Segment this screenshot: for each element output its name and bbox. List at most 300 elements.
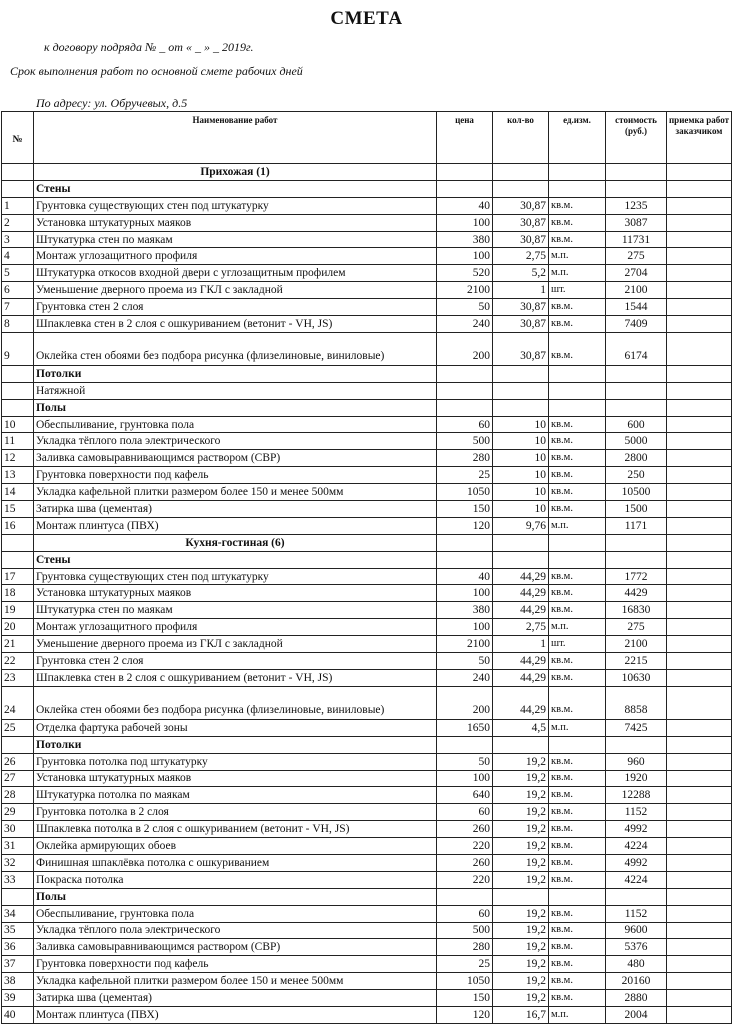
quantity: 19,2 (493, 956, 549, 973)
acceptance-cell (667, 888, 732, 905)
unit-of-measure: кв.м. (549, 770, 606, 787)
row-number (2, 365, 34, 382)
unit-of-measure: кв.м. (549, 669, 606, 686)
table-row (2, 804, 732, 821)
unit-of-measure: кв.м. (549, 568, 606, 585)
row-number (2, 736, 34, 753)
row-number: 19 (2, 602, 34, 619)
unit-of-measure (549, 365, 606, 382)
unit-price (437, 551, 493, 568)
row-number (2, 164, 34, 181)
cost: 8858 (606, 686, 667, 719)
row-number (2, 888, 34, 905)
unit-price: 40 (437, 197, 493, 214)
document-title: СМЕТА (330, 8, 403, 29)
cost: 6174 (606, 332, 667, 365)
row-number: 6 (2, 282, 34, 299)
unit-of-measure (549, 888, 606, 905)
table-row (2, 770, 732, 787)
cost (606, 164, 667, 181)
quantity (493, 365, 549, 382)
table-row (2, 248, 732, 265)
unit-price: 240 (437, 316, 493, 333)
acceptance-cell (667, 990, 732, 1007)
unit-price: 380 (437, 231, 493, 248)
quantity: 1 (493, 636, 549, 653)
acceptance-cell (667, 653, 732, 670)
unit-price: 50 (437, 753, 493, 770)
acceptance-cell (667, 265, 732, 282)
cost (606, 382, 667, 399)
row-number: 1 (2, 197, 34, 214)
quantity: 44,29 (493, 669, 549, 686)
header-num: № (2, 112, 34, 164)
unit-of-measure: кв.м. (549, 231, 606, 248)
acceptance-cell (667, 467, 732, 484)
unit-of-measure: кв.м. (549, 854, 606, 871)
work-name: Установка штукатурных маяков (34, 214, 437, 231)
unit-of-measure (549, 382, 606, 399)
row-number: 31 (2, 838, 34, 855)
work-name: Обеспыливание, грунтовка пола (34, 416, 437, 433)
work-name: Грунтовка существующих стен под штукатурку (34, 197, 437, 214)
unit-of-measure: шт. (549, 636, 606, 653)
quantity: 19,2 (493, 753, 549, 770)
unit-of-measure: кв.м. (549, 602, 606, 619)
row-number: 20 (2, 619, 34, 636)
table-row (2, 484, 732, 501)
table-row (2, 197, 732, 214)
cost: 1500 (606, 501, 667, 518)
row-number: 24 (2, 686, 34, 719)
quantity: 44,29 (493, 653, 549, 670)
unit-of-measure: кв.м. (549, 905, 606, 922)
unit-price (437, 365, 493, 382)
cost (606, 888, 667, 905)
work-name: Прихожая (1) (34, 164, 437, 181)
quantity: 44,29 (493, 602, 549, 619)
acceptance-cell (667, 585, 732, 602)
quantity: 19,2 (493, 990, 549, 1007)
unit-of-measure: кв.м. (549, 450, 606, 467)
work-name: Грунтовка потолка под штукатурку (34, 753, 437, 770)
work-name: Натяжной (34, 382, 437, 399)
acceptance-cell (667, 821, 732, 838)
acceptance-cell (667, 939, 732, 956)
work-name: Грунтовка стен 2 слоя (34, 653, 437, 670)
quantity: 19,2 (493, 770, 549, 787)
work-name: Оклейка стен обоями без подбора рисунка (флизелиновые, виниловые) (34, 332, 437, 365)
work-name: Установка штукатурных маяков (34, 770, 437, 787)
table-row (2, 753, 732, 770)
work-name: Укладка кафельной плитки размером более 150 и менее 500мм (34, 973, 437, 990)
cost: 960 (606, 753, 667, 770)
unit-of-measure: кв.м. (549, 990, 606, 1007)
acceptance-cell (667, 299, 732, 316)
work-name: Шпаклевка потолка в 2 слоя с ошкуриванием (ветонит - VH, JS) (34, 821, 437, 838)
unit-price: 50 (437, 299, 493, 316)
unit-price: 100 (437, 619, 493, 636)
cost: 4224 (606, 871, 667, 888)
unit-price: 2100 (437, 282, 493, 299)
work-name: Затирка шва (цементая) (34, 501, 437, 518)
cost: 3087 (606, 214, 667, 231)
unit-price: 500 (437, 433, 493, 450)
unit-of-measure: кв.м. (549, 821, 606, 838)
unit-of-measure (549, 164, 606, 181)
unit-of-measure: кв.м. (549, 787, 606, 804)
table-row (2, 990, 732, 1007)
cost: 480 (606, 956, 667, 973)
unit-price: 60 (437, 804, 493, 821)
table-row (2, 332, 732, 365)
estimate-table (1, 111, 732, 1024)
cost: 250 (606, 467, 667, 484)
quantity: 5,2 (493, 265, 549, 282)
work-name: Шпаклевка стен в 2 слоя с ошкуриванием (ветонит - VH, JS) (34, 316, 437, 333)
work-name: Финишная шпаклёвка потолка с ошкуриванием (34, 854, 437, 871)
unit-of-measure: кв.м. (549, 332, 606, 365)
quantity: 19,2 (493, 838, 549, 855)
section-row (2, 382, 732, 399)
table-row (2, 433, 732, 450)
unit-of-measure: кв.м. (549, 197, 606, 214)
row-number: 35 (2, 922, 34, 939)
table-row (2, 282, 732, 299)
row-number: 38 (2, 973, 34, 990)
unit-price (437, 888, 493, 905)
quantity: 10 (493, 416, 549, 433)
table-row (2, 214, 732, 231)
unit-price: 220 (437, 838, 493, 855)
unit-of-measure: кв.м. (549, 939, 606, 956)
quantity (493, 534, 549, 551)
table-row (2, 231, 732, 248)
acceptance-cell (667, 854, 732, 871)
section-row (2, 736, 732, 753)
cost: 275 (606, 248, 667, 265)
work-name: Грунтовка поверхности под кафель (34, 956, 437, 973)
unit-of-measure: кв.м. (549, 686, 606, 719)
table-row (2, 316, 732, 333)
cost: 1920 (606, 770, 667, 787)
acceptance-cell (667, 736, 732, 753)
quantity (493, 399, 549, 416)
unit-of-measure (549, 534, 606, 551)
work-name: Монтаж углозащитного профиля (34, 248, 437, 265)
unit-price: 60 (437, 416, 493, 433)
unit-price: 40 (437, 568, 493, 585)
acceptance-cell (667, 316, 732, 333)
unit-of-measure: кв.м. (549, 956, 606, 973)
contract-line: к договору подряда № _ от « _ » _ 2019г. (44, 40, 254, 54)
unit-price: 50 (437, 653, 493, 670)
acceptance-cell (667, 484, 732, 501)
row-number: 18 (2, 585, 34, 602)
row-number (2, 534, 34, 551)
acceptance-cell (667, 416, 732, 433)
quantity: 10 (493, 450, 549, 467)
acceptance-cell (667, 602, 732, 619)
work-name: Штукатурка откосов входной двери с углозащитным профилем (34, 265, 437, 282)
acceptance-cell (667, 197, 732, 214)
quantity: 30,87 (493, 231, 549, 248)
row-number: 3 (2, 231, 34, 248)
unit-price: 280 (437, 450, 493, 467)
section-row (2, 399, 732, 416)
unit-price: 150 (437, 501, 493, 518)
acceptance-cell (667, 686, 732, 719)
unit-of-measure (549, 551, 606, 568)
unit-price (437, 164, 493, 181)
row-number: 40 (2, 1006, 34, 1023)
acceptance-cell (667, 922, 732, 939)
unit-price: 1650 (437, 719, 493, 736)
unit-price: 100 (437, 248, 493, 265)
row-number: 7 (2, 299, 34, 316)
row-number: 16 (2, 517, 34, 534)
quantity: 30,87 (493, 214, 549, 231)
row-number: 17 (2, 568, 34, 585)
row-number: 12 (2, 450, 34, 467)
row-number (2, 382, 34, 399)
cost: 275 (606, 619, 667, 636)
work-name: Грунтовка потолка в 2 слоя (34, 804, 437, 821)
acceptance-cell (667, 551, 732, 568)
acceptance-cell (667, 501, 732, 518)
cost: 5000 (606, 433, 667, 450)
quantity: 1 (493, 282, 549, 299)
work-name: Штукатурка стен по маякам (34, 602, 437, 619)
row-number: 10 (2, 416, 34, 433)
section-row (2, 365, 732, 382)
acceptance-cell (667, 636, 732, 653)
table-row (2, 450, 732, 467)
quantity: 10 (493, 484, 549, 501)
unit-of-measure: кв.м. (549, 214, 606, 231)
unit-price: 1050 (437, 973, 493, 990)
table-row (2, 686, 732, 719)
cost: 5376 (606, 939, 667, 956)
work-name: Кухня-гостиная (6) (34, 534, 437, 551)
work-name: Затирка шва (цементая) (34, 990, 437, 1007)
quantity: 19,2 (493, 939, 549, 956)
acceptance-cell (667, 332, 732, 365)
unit-of-measure: кв.м. (549, 871, 606, 888)
quantity: 2,75 (493, 619, 549, 636)
acceptance-cell (667, 180, 732, 197)
quantity (493, 382, 549, 399)
cost: 2004 (606, 1006, 667, 1023)
unit-of-measure: м.п. (549, 265, 606, 282)
table-row (2, 787, 732, 804)
quantity: 19,2 (493, 922, 549, 939)
deadline-line: Срок выполнения работ по основной смете рабочих дней (10, 64, 303, 78)
quantity (493, 164, 549, 181)
work-name: Оклейка стен обоями без подбора рисунка (флизелиновые, виниловые) (34, 686, 437, 719)
cost: 1152 (606, 905, 667, 922)
header-name: Наименование работ (34, 112, 437, 164)
acceptance-cell (667, 231, 732, 248)
row-number: 32 (2, 854, 34, 871)
unit-of-measure: м.п. (549, 248, 606, 265)
work-name: Монтаж плинтуса (ПВХ) (34, 517, 437, 534)
work-name: Штукатурка потолка по маякам (34, 787, 437, 804)
unit-of-measure: кв.м. (549, 433, 606, 450)
unit-of-measure: кв.м. (549, 585, 606, 602)
cost: 2880 (606, 990, 667, 1007)
work-name: Покраска потолка (34, 871, 437, 888)
unit-of-measure: кв.м. (549, 299, 606, 316)
table-row (2, 299, 732, 316)
header-cost: стоимость (руб.) (606, 112, 667, 164)
row-number: 5 (2, 265, 34, 282)
cost: 7409 (606, 316, 667, 333)
table-row (2, 905, 732, 922)
quantity: 19,2 (493, 854, 549, 871)
row-number: 27 (2, 770, 34, 787)
acceptance-cell (667, 433, 732, 450)
work-name: Оклейка армирующих обоев (34, 838, 437, 855)
quantity (493, 180, 549, 197)
acceptance-cell (667, 517, 732, 534)
cost: 9600 (606, 922, 667, 939)
unit-of-measure: шт. (549, 282, 606, 299)
work-name: Потолки (34, 736, 437, 753)
table-header-row (2, 112, 732, 164)
acceptance-cell (667, 804, 732, 821)
acceptance-cell (667, 568, 732, 585)
row-number (2, 551, 34, 568)
work-name: Полы (34, 399, 437, 416)
work-name: Укладка тёплого пола электрического (34, 922, 437, 939)
header-price: цена (437, 112, 493, 164)
quantity: 10 (493, 433, 549, 450)
cost: 7425 (606, 719, 667, 736)
unit-price: 100 (437, 214, 493, 231)
cost: 4224 (606, 838, 667, 855)
unit-of-measure: кв.м. (549, 804, 606, 821)
cost (606, 736, 667, 753)
acceptance-cell (667, 214, 732, 231)
table-row (2, 854, 732, 871)
cost (606, 180, 667, 197)
acceptance-cell (667, 956, 732, 973)
unit-of-measure: кв.м. (549, 922, 606, 939)
row-number: 30 (2, 821, 34, 838)
unit-of-measure: кв.м. (549, 416, 606, 433)
unit-price: 260 (437, 854, 493, 871)
quantity: 30,87 (493, 197, 549, 214)
work-name: Грунтовка стен 2 слоя (34, 299, 437, 316)
row-number: 11 (2, 433, 34, 450)
work-name: Укладка кафельной плитки размером более 150 и менее 500мм (34, 484, 437, 501)
table-row (2, 602, 732, 619)
header-unit: ед.изм. (549, 112, 606, 164)
row-number: 9 (2, 332, 34, 365)
unit-price: 500 (437, 922, 493, 939)
acceptance-cell (667, 1006, 732, 1023)
acceptance-cell (667, 365, 732, 382)
cost: 1235 (606, 197, 667, 214)
row-number: 36 (2, 939, 34, 956)
acceptance-cell (667, 973, 732, 990)
unit-of-measure: м.п. (549, 1006, 606, 1023)
row-number: 25 (2, 719, 34, 736)
row-number: 21 (2, 636, 34, 653)
acceptance-cell (667, 282, 732, 299)
cost: 10630 (606, 669, 667, 686)
cost: 2100 (606, 636, 667, 653)
cost: 12288 (606, 787, 667, 804)
quantity: 10 (493, 501, 549, 518)
quantity: 4,5 (493, 719, 549, 736)
table-row (2, 467, 732, 484)
work-name: Монтаж плинтуса (ПВХ) (34, 1006, 437, 1023)
cost: 11731 (606, 231, 667, 248)
cost: 1152 (606, 804, 667, 821)
cost: 4992 (606, 854, 667, 871)
quantity: 19,2 (493, 871, 549, 888)
work-name: Отделка фартука рабочей зоны (34, 719, 437, 736)
section-row (2, 888, 732, 905)
row-number: 39 (2, 990, 34, 1007)
quantity: 19,2 (493, 787, 549, 804)
quantity: 30,87 (493, 316, 549, 333)
acceptance-cell (667, 787, 732, 804)
quantity: 19,2 (493, 804, 549, 821)
acceptance-cell (667, 534, 732, 551)
work-name: Стены (34, 180, 437, 197)
unit-of-measure: м.п. (549, 719, 606, 736)
acceptance-cell (667, 719, 732, 736)
unit-of-measure: кв.м. (549, 501, 606, 518)
table-row (2, 501, 732, 518)
room-header-row (2, 164, 732, 181)
quantity (493, 736, 549, 753)
acceptance-cell (667, 871, 732, 888)
table-row (2, 517, 732, 534)
acceptance-cell (667, 905, 732, 922)
cost: 20160 (606, 973, 667, 990)
unit-price: 240 (437, 669, 493, 686)
row-number: 14 (2, 484, 34, 501)
table-row (2, 669, 732, 686)
cost: 1544 (606, 299, 667, 316)
acceptance-cell (667, 382, 732, 399)
unit-price: 100 (437, 770, 493, 787)
row-number: 2 (2, 214, 34, 231)
table-row (2, 653, 732, 670)
row-number: 28 (2, 787, 34, 804)
unit-price: 120 (437, 517, 493, 534)
acceptance-cell (667, 770, 732, 787)
unit-price: 1050 (437, 484, 493, 501)
acceptance-cell (667, 838, 732, 855)
work-name: Заливка самовыравнивающимся раствором (СВР) (34, 939, 437, 956)
unit-of-measure (549, 180, 606, 197)
acceptance-cell (667, 164, 732, 181)
row-number: 29 (2, 804, 34, 821)
unit-of-measure: кв.м. (549, 316, 606, 333)
work-name: Установка штукатурных маяков (34, 585, 437, 602)
row-number: 34 (2, 905, 34, 922)
quantity: 19,2 (493, 905, 549, 922)
unit-of-measure: кв.м. (549, 484, 606, 501)
cost: 2100 (606, 282, 667, 299)
acceptance-cell (667, 669, 732, 686)
work-name: Грунтовка существующих стен под штукатурку (34, 568, 437, 585)
